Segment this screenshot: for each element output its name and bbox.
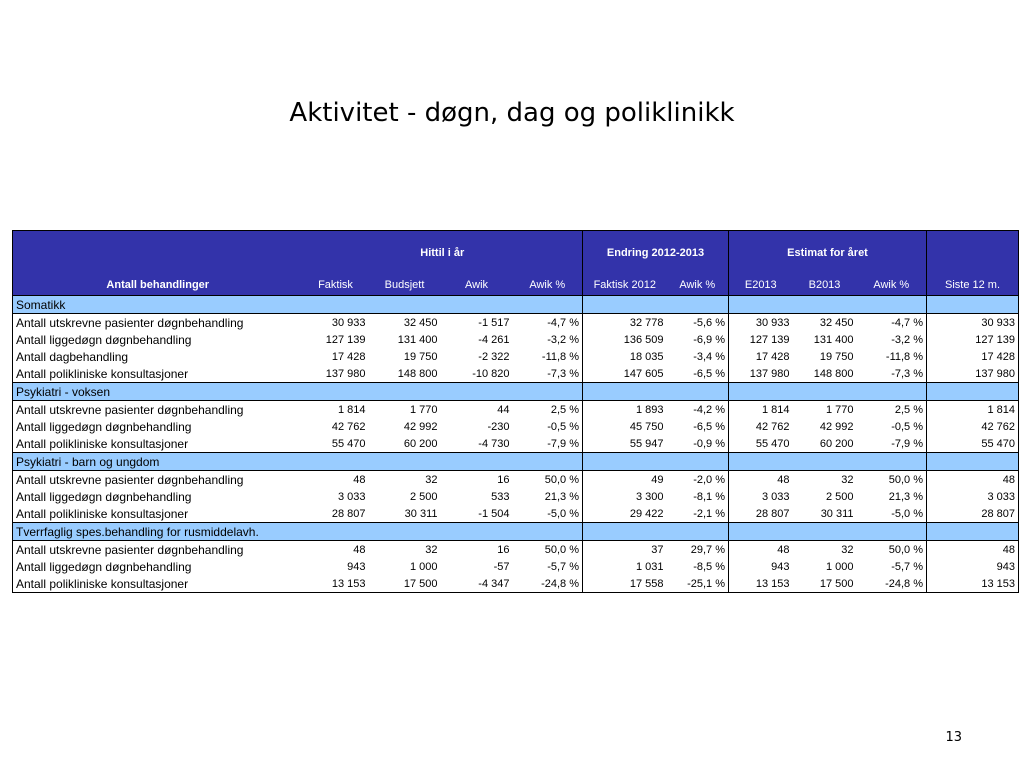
column-header-budsjett: Budsjett	[369, 275, 441, 296]
cell-endring-pct: -2,1 %	[667, 505, 729, 523]
section-empty-cell	[369, 296, 441, 314]
cell-faktisk: 28 807	[303, 505, 369, 523]
cell-faktisk: 137 980	[303, 365, 369, 383]
cell-siste12: 1 814	[927, 401, 1019, 419]
cell-budsjett: 30 311	[369, 505, 441, 523]
cell-est-pct: -24,8 %	[857, 575, 927, 593]
cell-b2013: 131 400	[793, 331, 857, 348]
cell-siste12: 13 153	[927, 575, 1019, 593]
cell-budsjett: 148 800	[369, 365, 441, 383]
cell-est-pct: -3,2 %	[857, 331, 927, 348]
cell-faktisk-2012: 29 422	[583, 505, 667, 523]
cell-faktisk: 943	[303, 558, 369, 575]
column-header-awik: Awik	[441, 275, 513, 296]
cell-awik-pct: -5,0 %	[513, 505, 583, 523]
row-label: Antall utskrevne pasienter døgnbehandling	[13, 314, 303, 332]
cell-endring-pct: -25,1 %	[667, 575, 729, 593]
table-row	[13, 471, 1019, 489]
cell-est-pct: -5,7 %	[857, 558, 927, 575]
cell-est-pct: 50,0 %	[857, 471, 927, 489]
group-header-hittil: Hittil i år	[303, 231, 583, 276]
cell-siste12: 28 807	[927, 505, 1019, 523]
table-group-header-row	[13, 231, 1019, 276]
cell-faktisk-2012: 136 509	[583, 331, 667, 348]
section-row	[13, 523, 1019, 541]
cell-faktisk: 17 428	[303, 348, 369, 365]
cell-siste12: 42 762	[927, 418, 1019, 435]
cell-siste12: 3 033	[927, 488, 1019, 505]
cell-est-pct: -7,3 %	[857, 365, 927, 383]
cell-e2013: 48	[729, 471, 793, 489]
cell-endring-pct: -8,1 %	[667, 488, 729, 505]
cell-est-pct: -5,0 %	[857, 505, 927, 523]
cell-endring-pct: -0,9 %	[667, 435, 729, 453]
cell-budsjett: 42 992	[369, 418, 441, 435]
cell-faktisk: 30 933	[303, 314, 369, 332]
cell-b2013: 32	[793, 541, 857, 559]
row-label: Antall dagbehandling	[13, 348, 303, 365]
section-row	[13, 383, 1019, 401]
section-title: Somatikk	[13, 296, 303, 314]
cell-budsjett: 131 400	[369, 331, 441, 348]
cell-b2013: 148 800	[793, 365, 857, 383]
cell-awik-pct: -7,9 %	[513, 435, 583, 453]
column-header-b2013: B2013	[793, 275, 857, 296]
cell-awik: 44	[441, 401, 513, 419]
section-empty-cell	[441, 296, 513, 314]
cell-endring-pct: -6,9 %	[667, 331, 729, 348]
cell-awik-pct: 50,0 %	[513, 541, 583, 559]
section-title: Psykiatri - barn og ungdom	[13, 453, 303, 471]
column-header-awik-pct: Awik %	[513, 275, 583, 296]
cell-faktisk: 42 762	[303, 418, 369, 435]
cell-e2013: 48	[729, 541, 793, 559]
section-empty-cell	[303, 296, 369, 314]
section-empty-cell	[513, 453, 583, 471]
table-row	[13, 488, 1019, 505]
row-label: Antall utskrevne pasienter døgnbehandling	[13, 401, 303, 419]
cell-awik: 16	[441, 541, 513, 559]
row-label: Antall polikliniske konsultasjoner	[13, 365, 303, 383]
row-label: Antall liggedøgn døgnbehandling	[13, 488, 303, 505]
row-label: Antall polikliniske konsultasjoner	[13, 435, 303, 453]
section-empty-cell	[857, 453, 927, 471]
slide-title: Aktivitet - døgn, dag og poliklinikk	[289, 98, 735, 128]
section-empty-cell	[441, 523, 513, 541]
table-row	[13, 505, 1019, 523]
cell-b2013: 17 500	[793, 575, 857, 593]
cell-awik-pct: -5,7 %	[513, 558, 583, 575]
cell-siste12: 137 980	[927, 365, 1019, 383]
section-empty-cell	[793, 523, 857, 541]
cell-awik: 16	[441, 471, 513, 489]
cell-awik-pct: -24,8 %	[513, 575, 583, 593]
cell-e2013: 3 033	[729, 488, 793, 505]
section-row	[13, 296, 1019, 314]
section-empty-cell	[303, 523, 369, 541]
cell-budsjett: 32	[369, 541, 441, 559]
section-empty-cell	[729, 523, 793, 541]
cell-awik: -4 347	[441, 575, 513, 593]
cell-est-pct: 50,0 %	[857, 541, 927, 559]
cell-endring-pct: -4,2 %	[667, 401, 729, 419]
cell-siste12: 48	[927, 541, 1019, 559]
row-label: Antall liggedøgn døgnbehandling	[13, 331, 303, 348]
cell-b2013: 1 770	[793, 401, 857, 419]
cell-faktisk: 48	[303, 541, 369, 559]
cell-awik: -57	[441, 558, 513, 575]
cell-faktisk-2012: 3 300	[583, 488, 667, 505]
row-label: Antall polikliniske konsultasjoner	[13, 575, 303, 593]
section-empty-cell	[369, 383, 441, 401]
section-empty-cell	[583, 453, 667, 471]
cell-awik-pct: -4,7 %	[513, 314, 583, 332]
section-empty-cell	[857, 296, 927, 314]
cell-b2013: 2 500	[793, 488, 857, 505]
section-empty-cell	[667, 453, 729, 471]
cell-budsjett: 32	[369, 471, 441, 489]
table-row	[13, 558, 1019, 575]
section-empty-cell	[793, 296, 857, 314]
cell-faktisk-2012: 45 750	[583, 418, 667, 435]
cell-faktisk-2012: 1 031	[583, 558, 667, 575]
cell-e2013: 127 139	[729, 331, 793, 348]
section-empty-cell	[441, 453, 513, 471]
cell-endring-pct: -6,5 %	[667, 418, 729, 435]
cell-siste12: 48	[927, 471, 1019, 489]
cell-e2013: 137 980	[729, 365, 793, 383]
cell-budsjett: 1 000	[369, 558, 441, 575]
table-row	[13, 348, 1019, 365]
section-empty-cell	[441, 383, 513, 401]
cell-siste12: 17 428	[927, 348, 1019, 365]
cell-endring-pct: -3,4 %	[667, 348, 729, 365]
section-empty-cell	[927, 523, 1019, 541]
cell-faktisk-2012: 32 778	[583, 314, 667, 332]
section-empty-cell	[583, 523, 667, 541]
cell-b2013: 19 750	[793, 348, 857, 365]
section-empty-cell	[793, 453, 857, 471]
cell-awik: -10 820	[441, 365, 513, 383]
row-label: Antall polikliniske konsultasjoner	[13, 505, 303, 523]
section-empty-cell	[857, 383, 927, 401]
section-empty-cell	[303, 383, 369, 401]
section-empty-cell	[927, 383, 1019, 401]
section-empty-cell	[583, 383, 667, 401]
section-empty-cell	[513, 383, 583, 401]
cell-b2013: 32	[793, 471, 857, 489]
cell-faktisk-2012: 18 035	[583, 348, 667, 365]
cell-faktisk-2012: 1 893	[583, 401, 667, 419]
cell-faktisk-2012: 49	[583, 471, 667, 489]
cell-faktisk-2012: 37	[583, 541, 667, 559]
section-empty-cell	[927, 296, 1019, 314]
page-number: 13	[945, 730, 962, 745]
cell-b2013: 32 450	[793, 314, 857, 332]
column-header-endring-awik-pct: Awik %	[667, 275, 729, 296]
cell-awik: -1 517	[441, 314, 513, 332]
header-blank-cell	[13, 231, 303, 276]
cell-endring-pct: -2,0 %	[667, 471, 729, 489]
section-empty-cell	[667, 296, 729, 314]
section-empty-cell	[927, 453, 1019, 471]
cell-awik: -4 261	[441, 331, 513, 348]
cell-awik-pct: 21,3 %	[513, 488, 583, 505]
table-row	[13, 314, 1019, 332]
cell-est-pct: 2,5 %	[857, 401, 927, 419]
cell-faktisk: 55 470	[303, 435, 369, 453]
cell-budsjett: 1 770	[369, 401, 441, 419]
column-header-siste12: Siste 12 m.	[927, 275, 1019, 296]
cell-e2013: 42 762	[729, 418, 793, 435]
cell-awik: -230	[441, 418, 513, 435]
column-header-estimat-awik-pct: Awik %	[857, 275, 927, 296]
cell-budsjett: 2 500	[369, 488, 441, 505]
cell-faktisk-2012: 17 558	[583, 575, 667, 593]
cell-budsjett: 17 500	[369, 575, 441, 593]
cell-faktisk: 1 814	[303, 401, 369, 419]
section-empty-cell	[857, 523, 927, 541]
section-empty-cell	[513, 523, 583, 541]
cell-awik: -2 322	[441, 348, 513, 365]
table-row	[13, 541, 1019, 559]
table-body	[13, 231, 1019, 593]
cell-est-pct: -0,5 %	[857, 418, 927, 435]
cell-e2013: 17 428	[729, 348, 793, 365]
cell-faktisk: 13 153	[303, 575, 369, 593]
cell-faktisk: 48	[303, 471, 369, 489]
cell-awik-pct: -0,5 %	[513, 418, 583, 435]
cell-endring-pct: -8,5 %	[667, 558, 729, 575]
table-row	[13, 575, 1019, 593]
cell-budsjett: 32 450	[369, 314, 441, 332]
column-header-faktisk: Faktisk	[303, 275, 369, 296]
table-row	[13, 365, 1019, 383]
cell-b2013: 42 992	[793, 418, 857, 435]
cell-budsjett: 60 200	[369, 435, 441, 453]
table-row	[13, 331, 1019, 348]
cell-awik: -1 504	[441, 505, 513, 523]
cell-faktisk: 3 033	[303, 488, 369, 505]
activity-table	[12, 230, 1019, 593]
cell-e2013: 55 470	[729, 435, 793, 453]
cell-b2013: 30 311	[793, 505, 857, 523]
cell-e2013: 30 933	[729, 314, 793, 332]
cell-b2013: 60 200	[793, 435, 857, 453]
cell-e2013: 13 153	[729, 575, 793, 593]
section-empty-cell	[729, 383, 793, 401]
cell-b2013: 1 000	[793, 558, 857, 575]
cell-faktisk-2012: 147 605	[583, 365, 667, 383]
section-empty-cell	[793, 383, 857, 401]
section-empty-cell	[369, 453, 441, 471]
section-title: Tverrfaglig spes.behandling for rusmiddelavh.	[13, 523, 303, 541]
cell-awik: 533	[441, 488, 513, 505]
group-header-endring: Endring 2012-2013	[583, 231, 729, 276]
cell-e2013: 1 814	[729, 401, 793, 419]
section-empty-cell	[667, 523, 729, 541]
cell-est-pct: -4,7 %	[857, 314, 927, 332]
row-label: Antall liggedøgn døgnbehandling	[13, 558, 303, 575]
row-label: Antall utskrevne pasienter døgnbehandling	[13, 541, 303, 559]
cell-endring-pct: 29,7 %	[667, 541, 729, 559]
section-empty-cell	[303, 453, 369, 471]
cell-awik: -4 730	[441, 435, 513, 453]
cell-est-pct: 21,3 %	[857, 488, 927, 505]
section-empty-cell	[729, 296, 793, 314]
cell-est-pct: -11,8 %	[857, 348, 927, 365]
cell-e2013: 28 807	[729, 505, 793, 523]
cell-siste12: 30 933	[927, 314, 1019, 332]
section-empty-cell	[729, 453, 793, 471]
row-label: Antall liggedøgn døgnbehandling	[13, 418, 303, 435]
table-row	[13, 435, 1019, 453]
column-header-e2013: E2013	[729, 275, 793, 296]
cell-awik-pct: 2,5 %	[513, 401, 583, 419]
section-empty-cell	[667, 383, 729, 401]
cell-awik-pct: -7,3 %	[513, 365, 583, 383]
table-column-header-row	[13, 275, 1019, 296]
cell-faktisk: 127 139	[303, 331, 369, 348]
cell-endring-pct: -6,5 %	[667, 365, 729, 383]
row-label: Antall utskrevne pasienter døgnbehandling	[13, 471, 303, 489]
cell-siste12: 127 139	[927, 331, 1019, 348]
cell-siste12: 943	[927, 558, 1019, 575]
cell-awik-pct: 50,0 %	[513, 471, 583, 489]
table-row	[13, 401, 1019, 419]
section-empty-cell	[369, 523, 441, 541]
group-header-estimat: Estimat for året	[729, 231, 927, 276]
column-header-label: Antall behandlinger	[13, 275, 303, 296]
cell-siste12: 55 470	[927, 435, 1019, 453]
section-title: Psykiatri - voksen	[13, 383, 303, 401]
cell-e2013: 943	[729, 558, 793, 575]
cell-awik-pct: -11,8 %	[513, 348, 583, 365]
cell-budsjett: 19 750	[369, 348, 441, 365]
cell-faktisk-2012: 55 947	[583, 435, 667, 453]
table-row	[13, 418, 1019, 435]
column-header-faktisk-2012: Faktisk 2012	[583, 275, 667, 296]
section-row	[13, 453, 1019, 471]
cell-est-pct: -7,9 %	[857, 435, 927, 453]
section-empty-cell	[513, 296, 583, 314]
cell-endring-pct: -5,6 %	[667, 314, 729, 332]
cell-awik-pct: -3,2 %	[513, 331, 583, 348]
section-empty-cell	[583, 296, 667, 314]
header-blank-cell	[927, 231, 1019, 276]
